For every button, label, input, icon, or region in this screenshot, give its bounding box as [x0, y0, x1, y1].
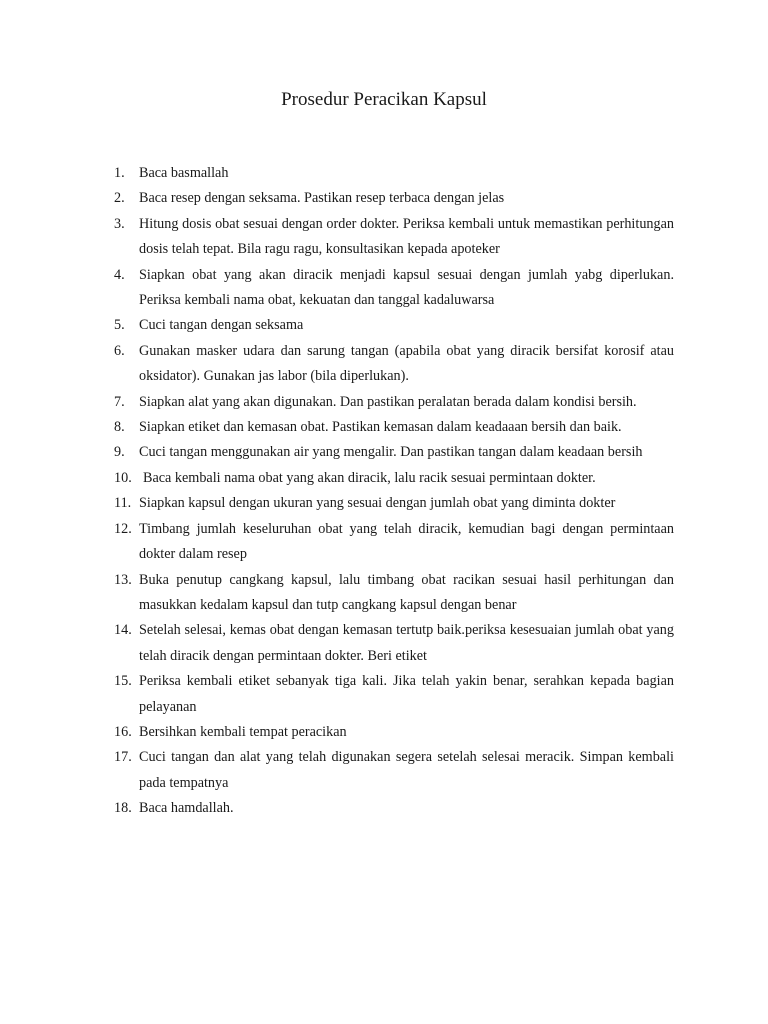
step-number: 10.: [114, 469, 132, 486]
step-text: Cuci tangan menggunakan air yang mengalir. Dan pastikan tangan dalam keadaan bersih: [139, 444, 643, 461]
step-number: 13.: [114, 571, 132, 588]
step-number: 16.: [114, 723, 132, 740]
step-number: 8.: [114, 419, 125, 436]
step-number: 6.: [114, 342, 125, 359]
step-text: Timbang jumlah keseluruhan obat yang telah diracik, kemudian bagi dengan permintaan dokter dalam resep: [139, 520, 674, 563]
list-item-step-18: [114, 796, 674, 821]
step-text: Hitung dosis obat sesuai dengan order dokter. Periksa kembali untuk memastikan perhitungan dosis telah tepat. Bila ragu ragu, konsultasikan kepada apoteker: [139, 215, 674, 258]
list-item-step-2: [114, 186, 674, 211]
step-text: Cuci tangan dan alat yang telah digunakan segera setelah selesai meracik. Simpan kembali pada tempatnya: [139, 749, 674, 791]
step-number: 12.: [114, 520, 132, 537]
step-number: 15.: [114, 673, 132, 690]
step-text: Siapkan etiket dan kemasan obat. Pastikan kemasan dalam keadaaan bersih dan baik.: [139, 419, 622, 436]
step-number: 4.: [114, 266, 125, 283]
step-text: Siapkan kapsul dengan ukuran yang sesuai dengan jumlah obat yang diminta dokter: [139, 495, 616, 512]
step-text: Periksa kembali etiket sebanyak tiga kali. Jika telah yakin benar, serahkan kepada bagian pelayanan: [139, 673, 674, 715]
list-item-step-12: [114, 517, 674, 568]
step-number: 5.: [114, 317, 125, 334]
step-number: 1.: [114, 165, 125, 181]
list-item-step-1: [114, 161, 674, 186]
list-item-step-16: [114, 720, 674, 745]
step-text: Bersihkan kembali tempat peracikan: [139, 723, 347, 740]
list-item-step-17: [114, 745, 674, 796]
list-item-step-8: [114, 415, 674, 440]
list-item-step-6: [114, 339, 674, 390]
step-text: Siapkan alat yang akan digunakan. Dan pastikan peralatan berada dalam kondisi bersih.: [139, 393, 637, 410]
list-item-step-3: [114, 212, 674, 263]
step-text: Siapkan obat yang akan diracik menjadi kapsul sesuai dengan jumlah yabg diperlukan. Periksa kembali nama obat, kekuatan dan tanggal kadaluwarsa: [139, 266, 674, 309]
step-number: 14.: [114, 622, 132, 639]
list-item-step-7: [114, 390, 674, 415]
list-item-step-15: [114, 669, 674, 720]
procedure-steps-list: [114, 161, 674, 822]
step-number: 11.: [114, 495, 132, 512]
step-text: Baca kembali nama obat yang akan diracik, lalu racik sesuai permintaan dokter.: [143, 469, 596, 486]
step-text: Setelah selesai, kemas obat dengan kemasan tertutp baik.periksa kesesuaian jumlah obat yang telah diracik dengan permintaan dokter. Beri etiket: [139, 622, 674, 664]
list-item-step-10: [114, 466, 674, 491]
step-text: Baca resep dengan seksama. Pastikan resep terbaca dengan jelas: [139, 190, 505, 207]
list-item-step-5: [114, 313, 674, 338]
document-title: Prosedur Peracikan Kapsul: [281, 89, 487, 110]
list-item-step-13: [114, 568, 674, 619]
list-item-step-14: [114, 618, 674, 669]
step-text: Baca basmallah: [139, 165, 229, 181]
list-item-step-4: [114, 263, 674, 314]
step-number: 3.: [114, 215, 125, 232]
step-text: Baca hamdallah.: [139, 800, 234, 817]
step-number: 7.: [114, 393, 125, 410]
step-number: 2.: [114, 190, 125, 207]
step-text: Gunakan masker udara dan sarung tangan (apabila obat yang diracik bersifat korosif atau oksidator). Gunakan jas labor (bila diperlukan).: [139, 342, 674, 385]
step-number: 17.: [114, 749, 132, 766]
step-text: Cuci tangan dengan seksama: [139, 317, 304, 334]
step-number: 18.: [114, 800, 132, 817]
step-text: Buka penutup cangkang kapsul, lalu timbang obat racikan sesuai hasil perhitungan dan masukkan kedalam kapsul dan tutp cangkang kapsul dengan benar: [139, 571, 674, 613]
list-item-step-11: [114, 491, 674, 516]
list-item-step-9: [114, 440, 674, 465]
step-number: 9.: [114, 444, 125, 461]
